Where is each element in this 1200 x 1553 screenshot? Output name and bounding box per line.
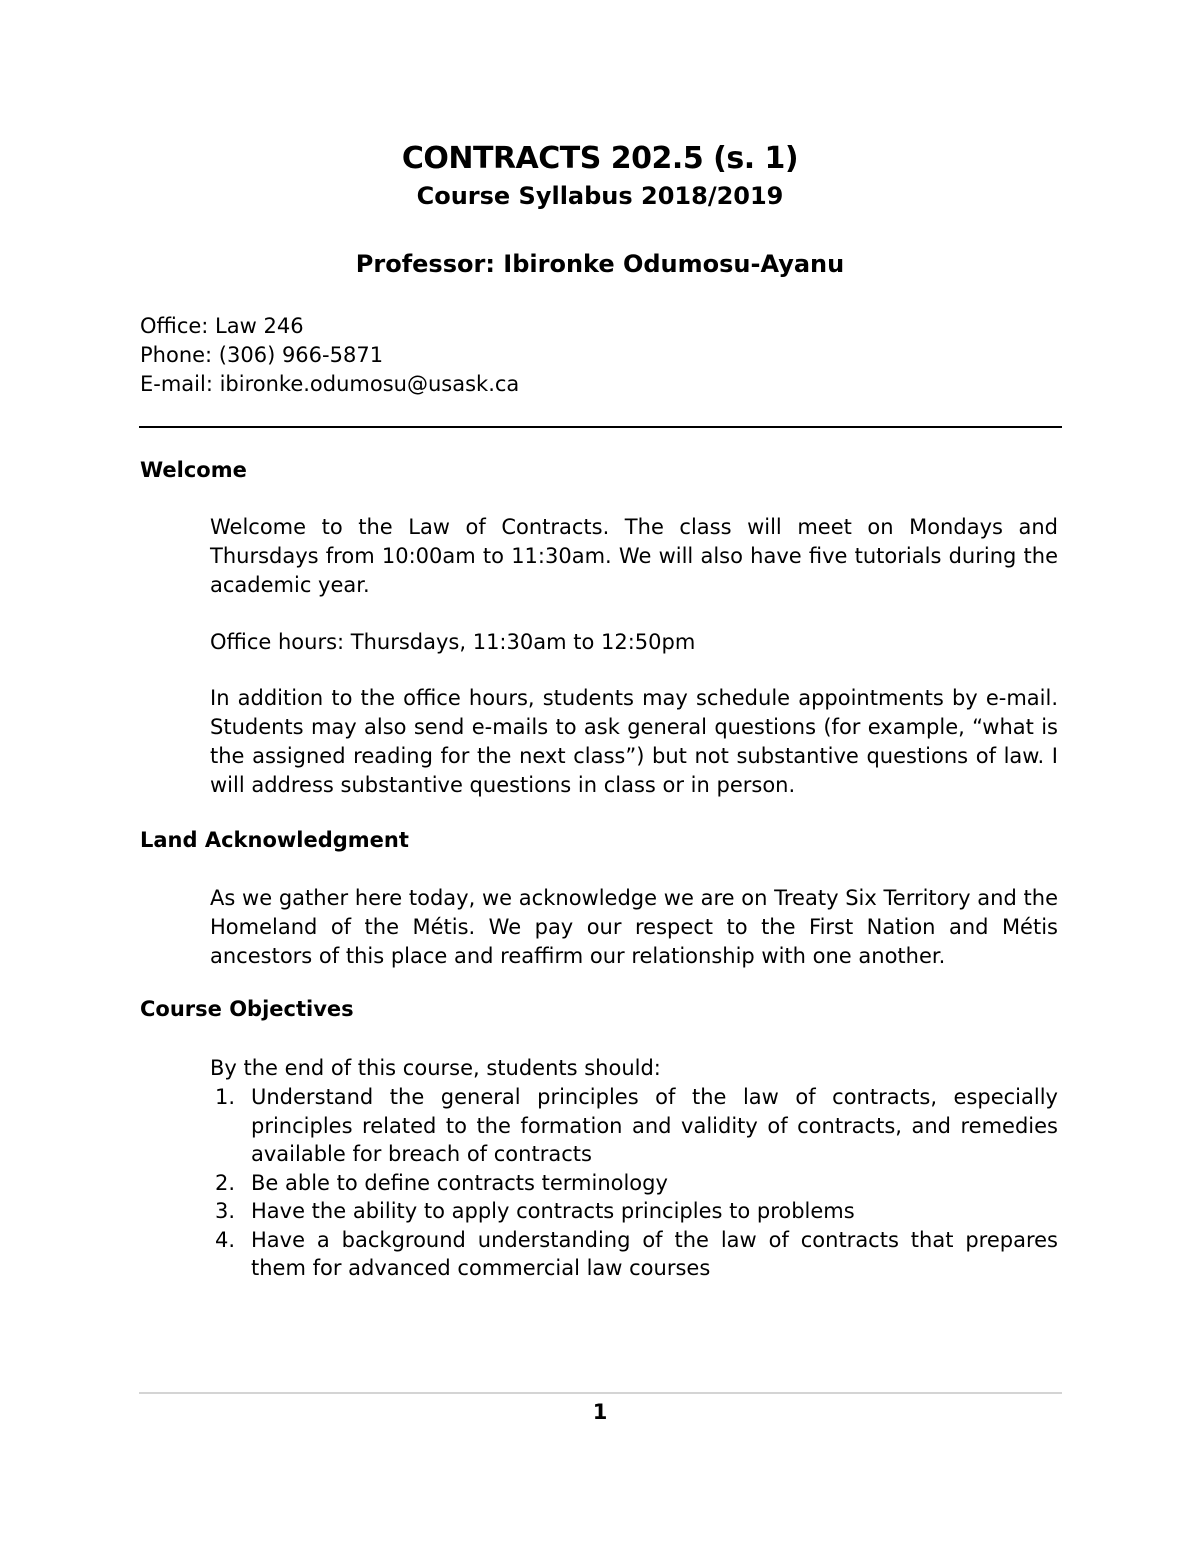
appointments-paragraph: In addition to the office hours, students may schedule appointments by e-mail. Students may also send e-mails to ask general questions (for example, “what is the assigned reading for the next class”) but not substantive questions of law. I will address substantive questions in class or in person.	[210, 686, 1058, 797]
objectives-list	[210, 1083, 1058, 1283]
welcome-heading: Welcome	[140, 458, 247, 482]
syllabus-subtitle: Course Syllabus 2018/2019	[416, 182, 784, 210]
list-item-text: Have a background understanding of the law of contracts that prepares them for advanced commercial law courses	[251, 1227, 1058, 1280]
list-item	[210, 1169, 1058, 1198]
email-address: E-mail: ibironke.odumosu@usask.ca	[140, 372, 520, 396]
course-title: CONTRACTS 202.5 (s. 1)	[401, 141, 799, 176]
list-item-number: 2.	[215, 1170, 236, 1195]
list-item-text: Be able to define contracts terminology	[251, 1170, 668, 1195]
phone-number: Phone: (306) 966-5871	[140, 343, 384, 367]
footer-divider	[139, 1392, 1062, 1394]
list-item-number: 4.	[215, 1227, 236, 1252]
list-item	[210, 1083, 1058, 1169]
course-objectives-heading: Course Objectives	[140, 997, 354, 1021]
land-acknowledgment-heading: Land Acknowledgment	[140, 828, 409, 852]
objectives-intro: By the end of this course, students should:	[210, 1056, 661, 1080]
list-item-number: 3.	[215, 1199, 236, 1223]
page-number: 1	[592, 1400, 608, 1424]
list-item-number: 1.	[215, 1085, 236, 1109]
header-divider	[139, 426, 1062, 428]
list-item-text: Understand the general principles of the law of contracts, especially principles related to the formation and validity of contracts, and remedies available for breach of contracts	[251, 1085, 1058, 1166]
office-hours-paragraph: Office hours: Thursdays, 11:30am to 12:50pm	[210, 630, 696, 654]
office-location: Office: Law 246	[140, 314, 304, 338]
welcome-intro-paragraph: Welcome to the Law of Contracts. The class will meet on Mondays and Thursdays from 10:00am to 11:30am. We will also have five tutorials during the academic year.	[210, 515, 1058, 597]
list-item	[210, 1197, 1058, 1226]
list-item-text: Have the ability to apply contracts principles to problems	[251, 1199, 855, 1223]
list-item	[210, 1226, 1058, 1283]
land-acknowledgment-paragraph: As we gather here today, we acknowledge we are on Treaty Six Territory and the Homeland of the Métis. We pay our respect to the First Nation and Métis ancestors of this place and reaffirm our relationship with one another.	[210, 886, 1058, 968]
professor-name: Professor: Ibironke Odumosu-Ayanu	[355, 250, 845, 278]
